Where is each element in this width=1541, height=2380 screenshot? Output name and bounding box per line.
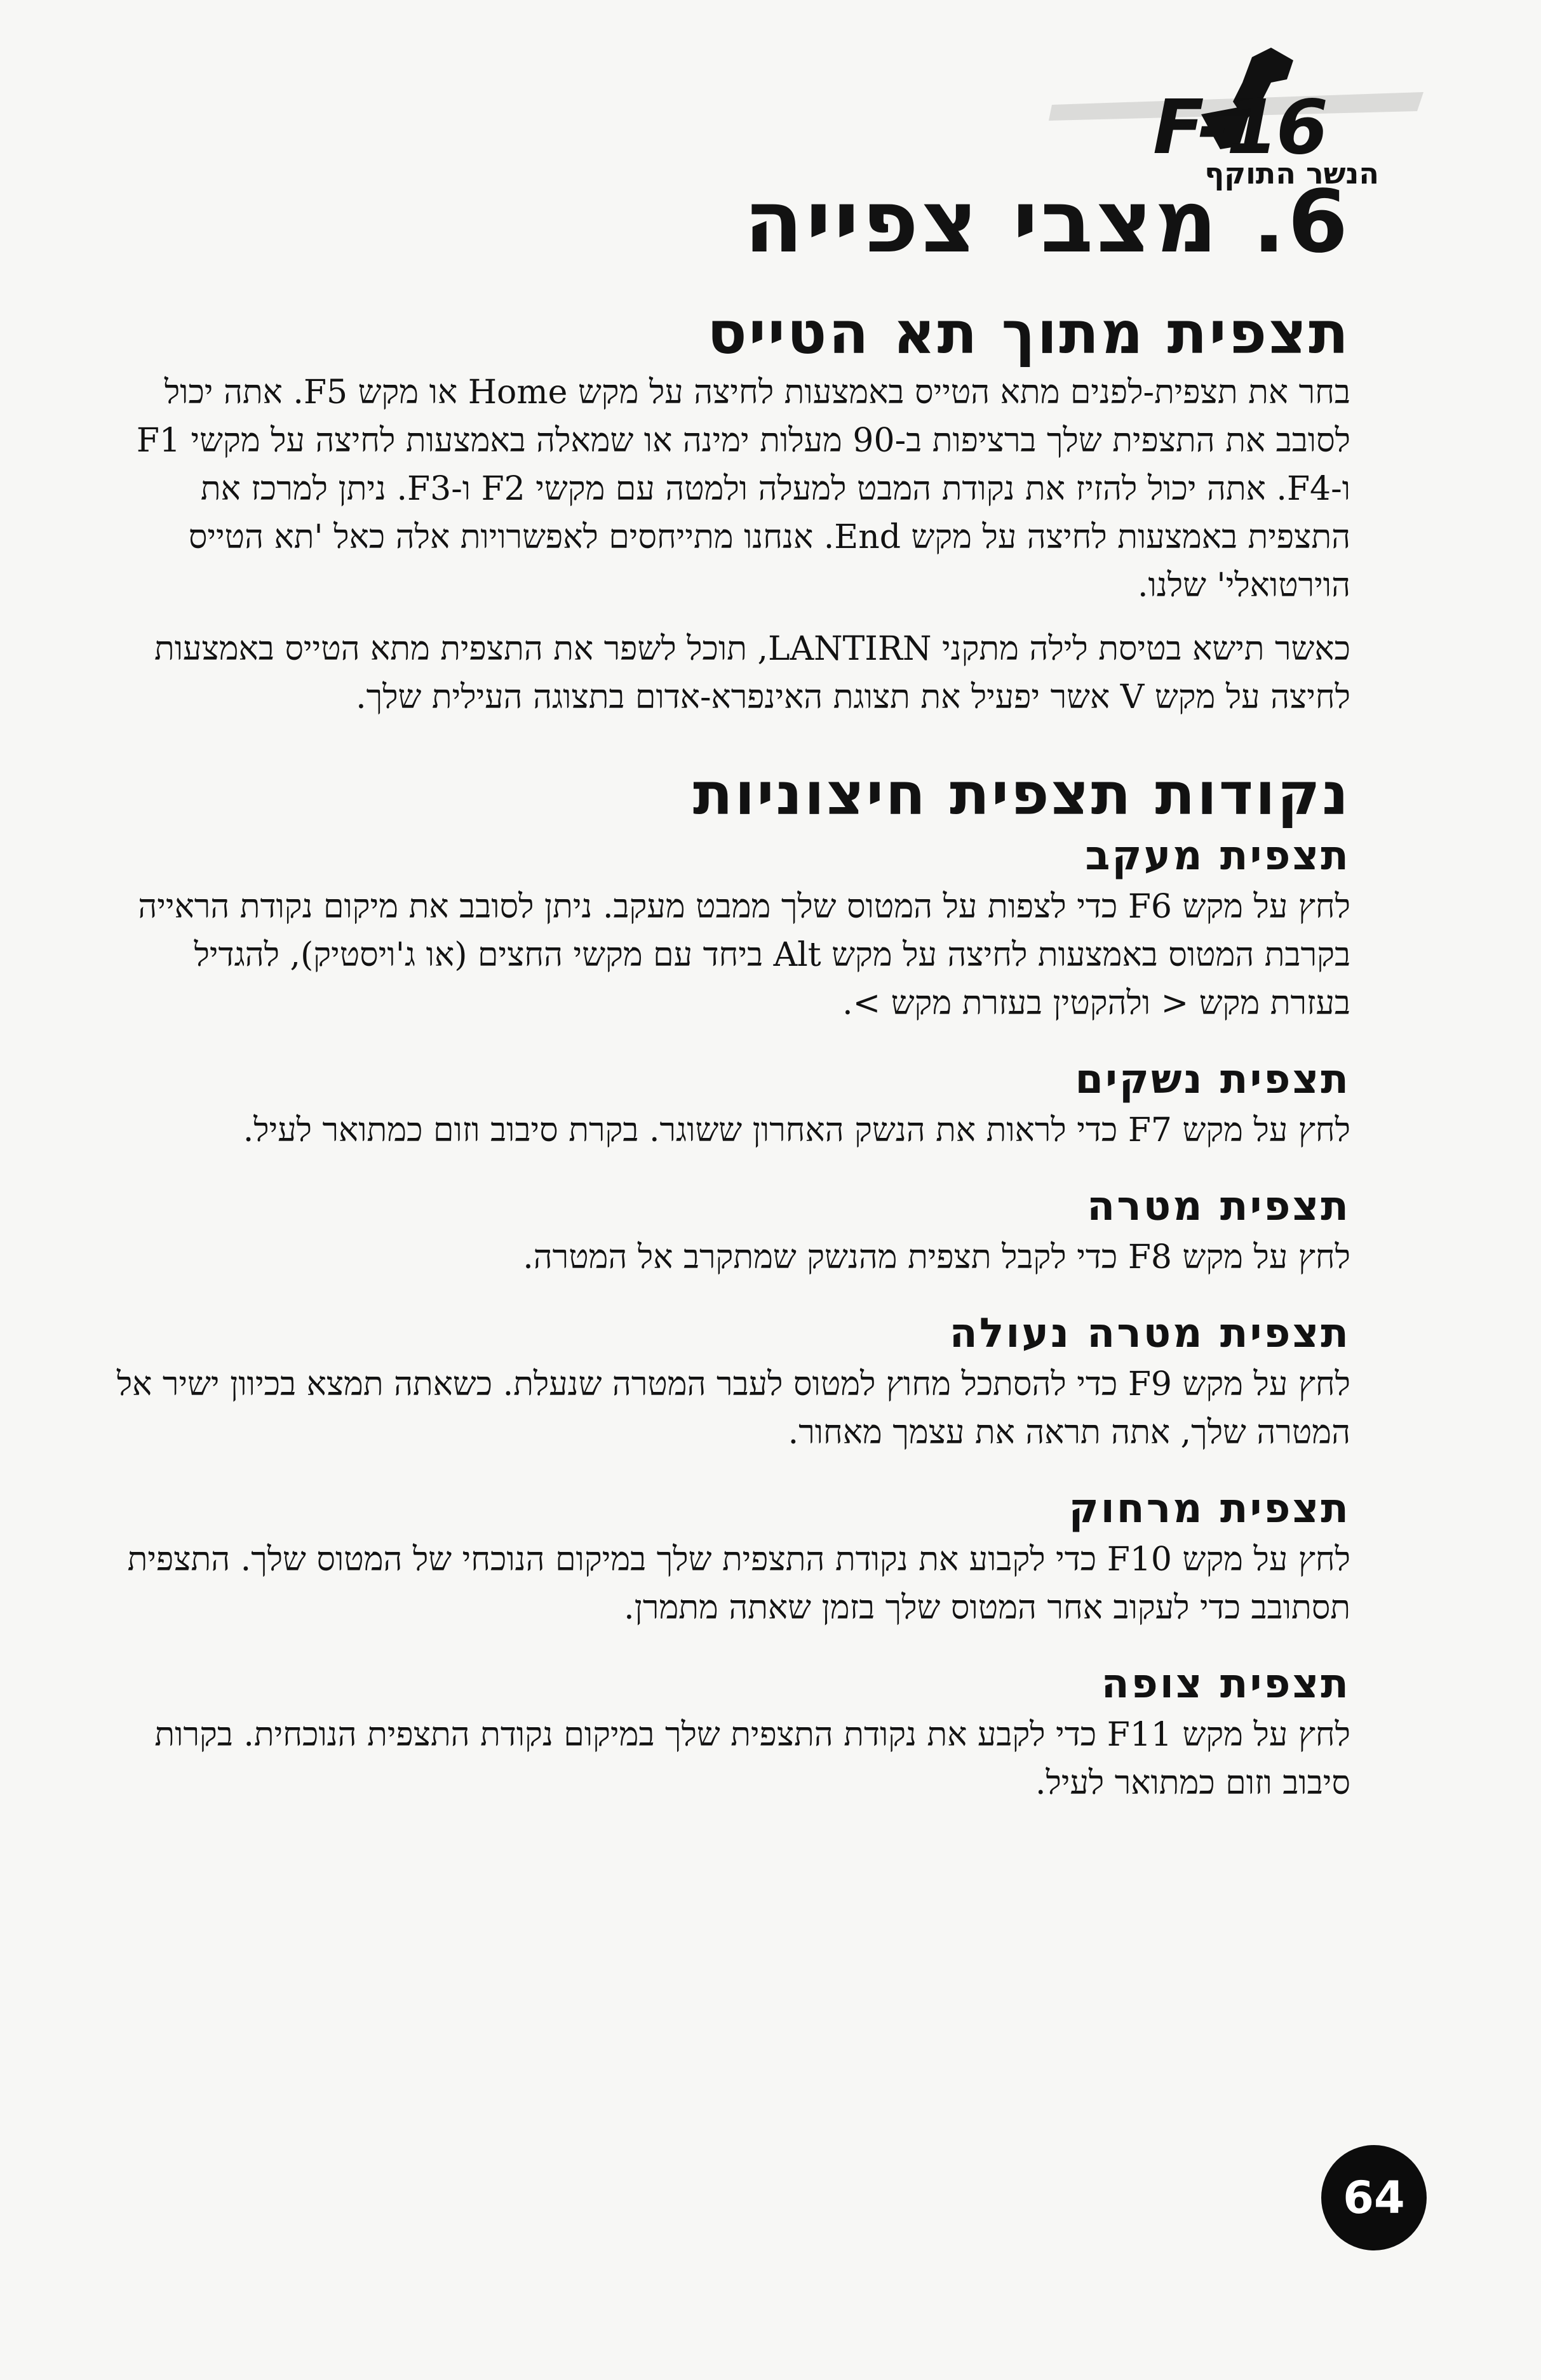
subsection-title: תצפית מעקב <box>1085 832 1350 879</box>
section-heading: תצפית מתוך תא הטייס <box>707 299 1350 367</box>
paragraph: לחץ על מקש F11 כדי לקבע את נקודת התצפית שלך במיקום נקודת התצפית הנוכחית. בקרות סיבוב וזום כמתואר לעיל. <box>154 1716 1350 1802</box>
paragraph: לחץ על מקש F9 כדי להסתכל מחוץ למטוס לעבר המטרה שנעלת. כשאתה תמצא בכיוון ישיר אל המטרה שלך, אתה תראה את עצמך מאחור. <box>116 1365 1350 1452</box>
chapter-title: 6. מצבי צפייה <box>744 172 1350 272</box>
subsection-title: תצפית מטרה <box>1087 1183 1350 1230</box>
page-number: 64 <box>1321 2145 1427 2250</box>
subsection-title: תצפית מרחוק <box>1068 1485 1350 1532</box>
f16-logo <box>1042 44 1436 191</box>
paragraph: בחר את תצפית-לפנים מתא הטייס באמצעות לחיצה על מקש Home או מקש F5. אתה יכול לסובב את התצפית שלך ברציפות ב-90 מעלות ימינה או שמאלה באמצעות לחיצה על מקשי F1 ו-F4. אתה יכול להזיז את נקודת המבט למעלה ולמטה עם מקשי F2 ו-F3. ניתן למרכז את התצפית באמצעות לחיצה על מקש End. אנחנו מתייחסים לאפשרויות אלה כאל 'תא הטייס הוירטואלי' שלנו. <box>136 373 1350 605</box>
subsection-title: תצפית נשקים <box>1075 1056 1350 1103</box>
paragraph: לחץ על מקש F6 כדי לצפות על המטוס שלך ממבט מעקב. ניתן לסובב את מיקום נקודת הראייה בקרבת המטוס באמצעות לחיצה על מקש Alt ביחד עם מקשי החצים (או ג'ויסטיק), להגדיל בעזרת מקש < ולהקטין בעזרת מקש >. <box>138 888 1350 1022</box>
section-heading: נקודות תצפית חיצוניות <box>692 760 1350 828</box>
paragraph: כאשר תישא בטיסת לילה מתקני LANTIRN, תוכל לשפר את התצפית מתא הטייס באמצעות לחיצה על מקש V אשר יפעיל את תצוגת האינפרא-אדום בתצוגה העילית שלך. <box>154 630 1350 716</box>
subsection-title: תצפית מטרה נעולה <box>949 1310 1350 1357</box>
logo-subtitle: הנשר התוקף <box>1204 156 1379 191</box>
logo-mark: F-16 <box>1153 83 1326 171</box>
paragraph: לחץ על מקש F10 כדי לקבוע את נקודת התצפית שלך במיקום הנוכחי של המטוס שלך. התצפית תסתובב כדי לעקוב אחר המטוס שלך בזמן שאתה מתמרן. <box>127 1541 1350 1627</box>
paragraph: לחץ על מקש F8 כדי לקבל תצפית מהנשק שמתקרב אל המטרה. <box>523 1238 1350 1276</box>
subsection-title: תצפית צופה <box>1101 1661 1350 1708</box>
page-content <box>114 171 1350 1807</box>
paragraph: לחץ על מקש F7 כדי לראות את הנשק האחרון ששוגר. בקרת סיבוב וזום כמתואר לעיל. <box>243 1111 1350 1149</box>
